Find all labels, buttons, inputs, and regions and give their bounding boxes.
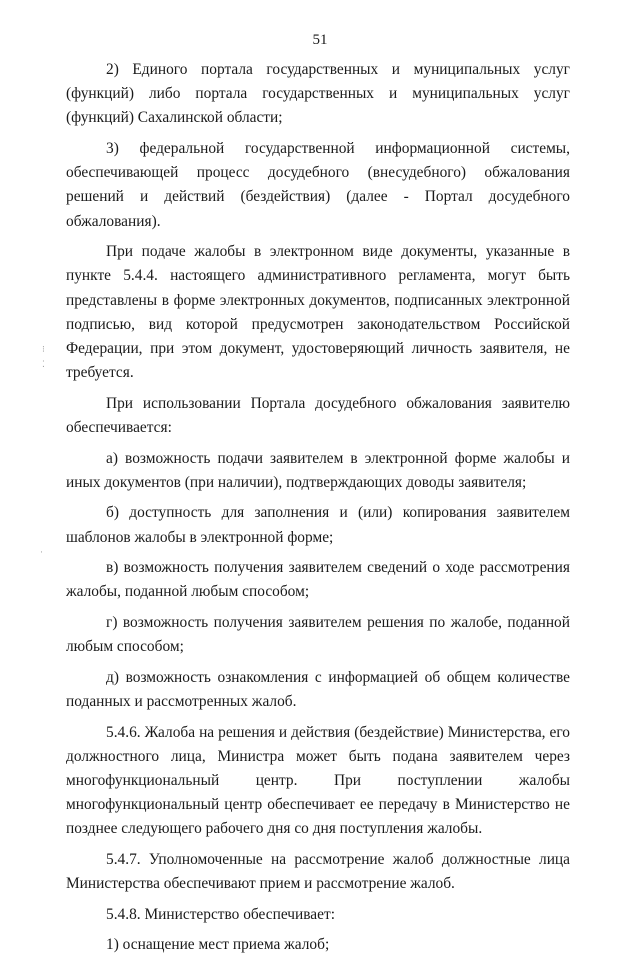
scan-artifact-mark: ⁚ [42, 359, 45, 369]
section-5-4-8: 5.4.8. Министерство обеспечивает: [106, 905, 335, 923]
section-5-4-7: 5.4.7. Уполномоченные на рассмотрение жалоб должностные лица Министерства обеспечивают прием и рассмотрение жалоб. [66, 851, 570, 893]
document-body [66, 58, 570, 958]
section-5-4-6: 5.4.6. Жалоба на решения и действия (бездействие) Министерства, его должностного лица, Министра может быть подана заявителем через многофункциональный центр. При поступлении жалобы многофункциональный центр обеспечивает ее передачу в Министерство не позднее следующего рабочего дня со дня поступления жалобы. [66, 723, 570, 838]
list-item-1: 1) оснащение мест приема жалоб; [106, 936, 330, 954]
paragraph-portal-epgu: 2) Единого портала государственных и муниципальных услуг (функций) либо портала государственных и муниципальных услуг (функций) Сахалинской области; [66, 61, 570, 127]
list-item-v: в) возможность получения заявителем сведений о ходе рассмотрения жалобы, поданной любым способом; [66, 559, 570, 601]
scan-artifact-mark: ⁝ [42, 344, 45, 354]
list-item-a: а) возможность подачи заявителем в электронной форме жалобы и иных документов (при наличии), подтверждающих доводы заявителя; [66, 449, 570, 491]
list-item-g: г) возможность получения заявителем решения по жалобе, поданной любым способом; [66, 614, 570, 656]
list-item-d: д) возможность ознакомления с информацией об общем количестве поданных и рассмотренных жалоб. [66, 668, 570, 710]
paragraph-portal-provides: При использовании Портала досудебного обжалования заявителю обеспечивается: [66, 394, 570, 437]
paragraph-federal-system: 3) федеральной государственной информационной системы, обеспечивающей процесс досудебного (внесудебного) обжалования решений и действий (бездействия) (далее - Портал досудебного обжалования). [66, 140, 570, 230]
paragraph-electronic-complaint: При подаче жалобы в электронном виде документы, указанные в пункте 5.4.4. настоящего административного регламента, могут быть представлены в форме электронных документов, подписанных электронной подписью, вид которой предусмотрен законодательством Российской Федерации, при этом документ, удостоверяющий личность заявителя, не требуется. [66, 243, 570, 382]
list-item-b: б) доступность для заполнения и (или) копирования заявителем шаблонов жалобы в электронной форме; [66, 504, 570, 546]
page-number: 51 [312, 32, 328, 48]
scan-artifact-mark: · [40, 547, 43, 557]
